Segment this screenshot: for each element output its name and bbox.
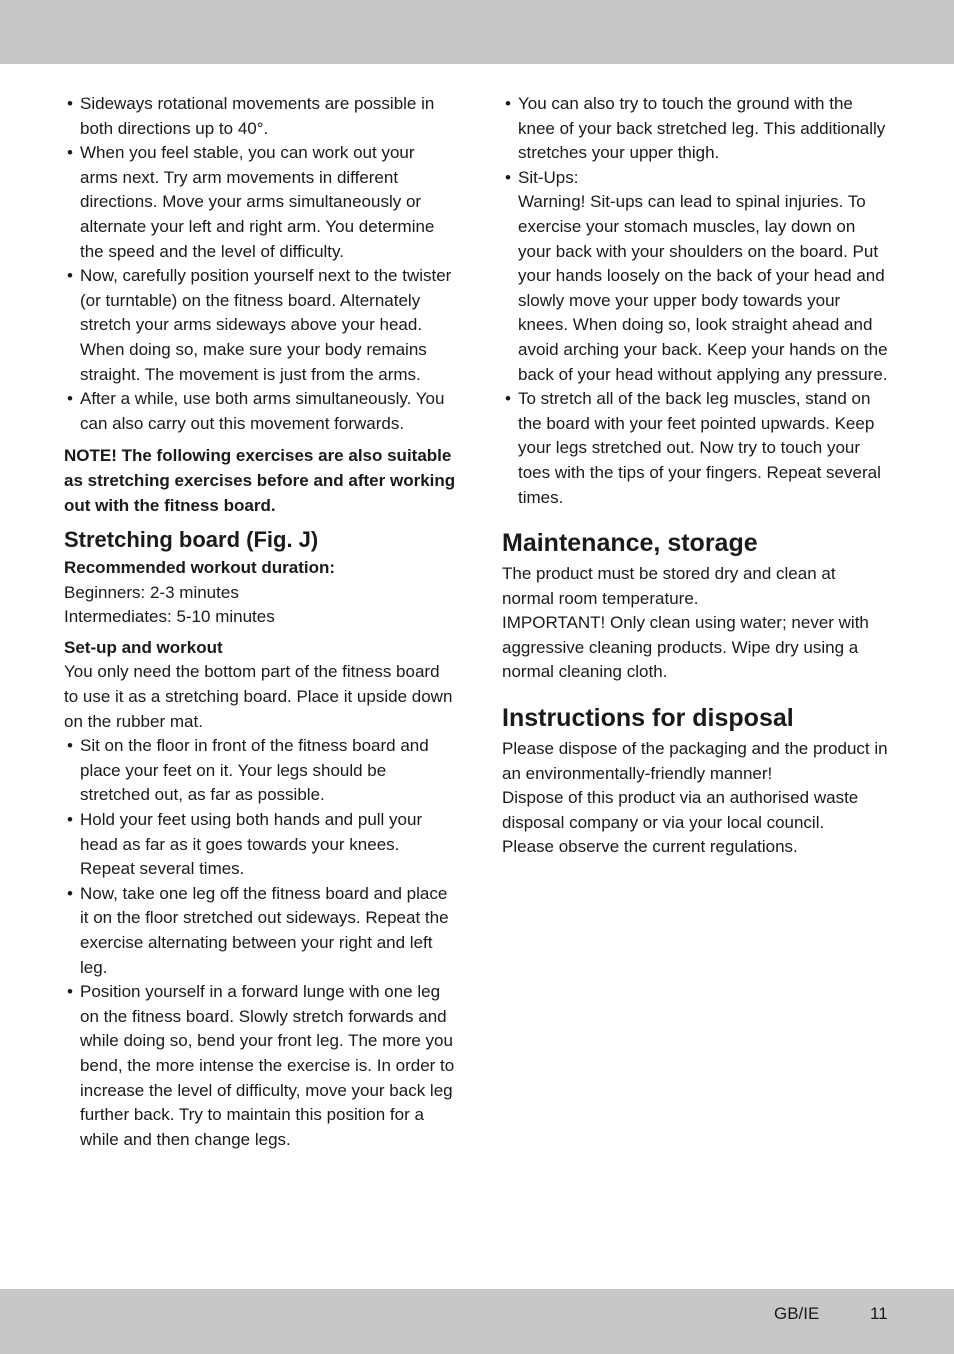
disposal-text: Please observe the current regulations. <box>502 837 798 857</box>
list-item: • To stretch all of the back leg muscles, stand on the board with your feet pointed upwards. Keep your legs stretched out. Now try to touch your toes with the tips of your fingers. Repeat several times. <box>502 387 892 510</box>
setup-heading: Set-up and workout <box>64 637 223 657</box>
stretching-list <box>64 734 456 1152</box>
right-column <box>502 92 892 860</box>
list-item: • Now, take one leg off the fitness board and place it on the floor stretched out sideways. Repeat the exercise alternating between your right and left leg. <box>64 882 456 980</box>
maintenance-heading: Maintenance, storage <box>502 529 758 558</box>
list-item: • Hold your feet using both hands and pull your head as far as it goes towards your knees. Repeat several times. <box>64 808 456 882</box>
duration-block <box>64 581 456 630</box>
note-paragraph: NOTE! The following exercises are also suitable as stretching exercises before and after working out with the fitness board. <box>64 446 456 515</box>
header-band <box>0 0 954 64</box>
duration-heading: Recommended workout duration: <box>64 558 336 578</box>
disposal-heading: Instructions for disposal <box>502 704 794 733</box>
intermediates-duration: Intermediates: 5-10 minutes <box>64 607 275 627</box>
beginners-duration: Beginners: 2-3 minutes <box>64 582 239 602</box>
page-number: 11 <box>870 1304 888 1323</box>
left-column <box>64 92 456 1152</box>
maintenance-important: IMPORTANT! Only clean using water; never with aggressive cleaning products. Wipe dry using a normal cleaning cloth. <box>502 613 869 682</box>
list-item: • Position yourself in a forward lunge with one leg on the fitness board. Slowly stretch forwards and while doing so, bend your front leg. The more you bend, the more intense the exercise is. In order to increase the level of difficulty, move your back leg further back. Try to maintain this position for a while and then change legs. <box>64 980 456 1152</box>
situps-text: Warning! Sit-ups can lead to spinal injuries. To exercise your stomach muscles, lay down on your back with your shoulders on the board. Put your hands loosely on the back of your head and slowly move your upper body towards your knees. When doing so, look straight ahead and avoid arching your back. Keep your hands on the back of your head without applying any pressure. <box>518 192 888 384</box>
situps-label: Sit-Ups: <box>518 167 579 187</box>
setup-text: You only need the bottom part of the fitness board to use it as a stretching board. Place it upside down on the rubber mat. <box>64 662 453 731</box>
stretching-heading: Stretching board (Fig. J) <box>64 527 319 553</box>
list-item-situps <box>502 166 892 387</box>
disposal-text: Dispose of this product via an authorised waste disposal company or via your local council. <box>502 788 859 832</box>
disposal-text: Please dispose of the packaging and the product in an environmentally-friendly manner! <box>502 739 888 783</box>
list-item: • Sit on the floor in front of the fitness board and place your feet on it. Your legs should be stretched out, as far as possible. <box>64 734 456 808</box>
maintenance-text: The product must be stored dry and clean at normal room temperature. <box>502 564 836 608</box>
list-item: • You can also try to touch the ground with the knee of your back stretched leg. This additionally stretches your upper thigh. <box>502 92 892 166</box>
exercise-list <box>502 92 892 510</box>
list-item: • Now, carefully position yourself next to the twister (or turntable) on the fitness board. Alternately stretch your arms sideways above your head. When doing so, make sure your body remains straight. The movement is just from the arms. <box>64 264 456 387</box>
list-item: • When you feel stable, you can work out your arms next. Try arm movements in different directions. Move your arms simultaneously or alternate your left and right arm. You determine the speed and the level of difficulty. <box>64 141 456 264</box>
movement-list <box>64 92 456 436</box>
list-item: • Sideways rotational movements are possible in both directions up to 40°. <box>64 92 456 141</box>
list-item: • After a while, use both arms simultaneously. You can also carry out this movement forwards. <box>64 387 456 436</box>
region-code: GB/IE <box>774 1304 820 1323</box>
